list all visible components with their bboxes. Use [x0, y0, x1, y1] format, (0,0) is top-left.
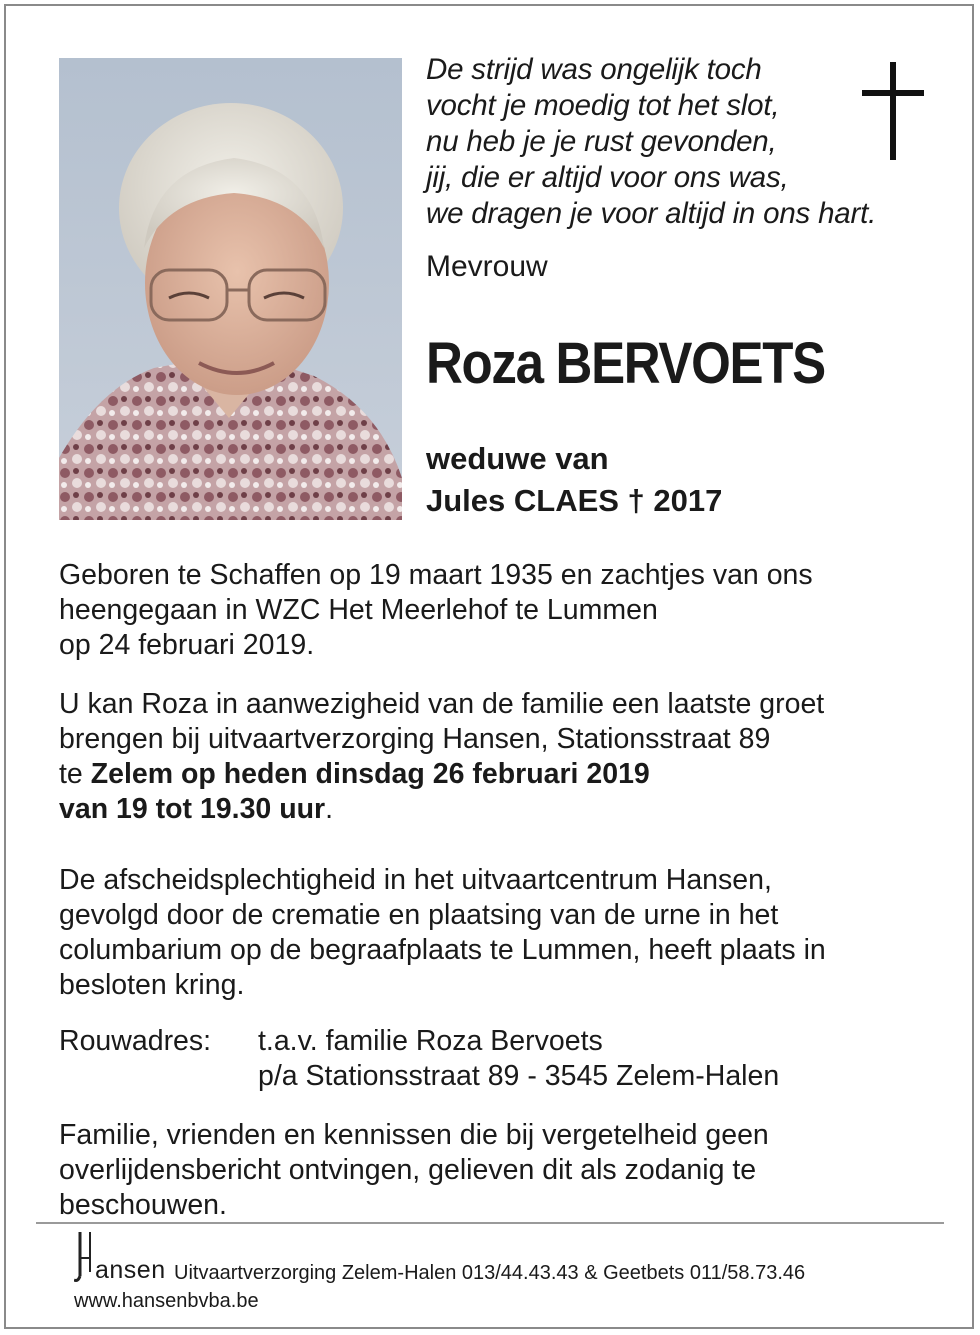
- visitation-date: Zelem op heden dinsdag 26 februari 2019: [90, 758, 650, 790]
- text-line: [59, 792, 939, 827]
- text-line: columbarium op de begraafplaats te Lummen, heeft plaats in: [59, 934, 826, 966]
- address-line: t.a.v. familie Roza Bervoets: [258, 1025, 603, 1057]
- notice-paragraph: [59, 1118, 939, 1223]
- website-link[interactable]: www.hansenbvba.be: [74, 1290, 259, 1312]
- poem-line: jij, die er altijd voor ons was,: [426, 161, 789, 194]
- birth-death-paragraph: [59, 558, 939, 663]
- address-line: p/a Stationsstraat 89 - 3545 Zelem-Halen: [258, 1060, 780, 1092]
- text-line: besloten kring.: [59, 969, 245, 1001]
- address-label: Rouwadres:: [59, 1025, 212, 1057]
- text-line: op 24 februari 2019.: [59, 629, 315, 661]
- portrait-photo: [59, 58, 402, 520]
- text-line: brengen bij uitvaartverzorging Hansen, Stationsstraat 89: [59, 723, 771, 755]
- footer-divider: [36, 1222, 944, 1224]
- visitation-time: van 19 tot 19.30 uur: [59, 793, 326, 825]
- text-line: U kan Roza in aanwezigheid van de familie een laatste groet: [59, 688, 825, 720]
- spouse-name: Jules CLAES † 2017: [426, 483, 723, 518]
- deceased-name: Roza BERVOETS: [426, 331, 825, 396]
- logo-wordmark: ansen: [95, 1256, 166, 1284]
- text-fragment: te: [59, 758, 91, 790]
- text-line: De afscheidsplechtigheid in het uitvaartcentrum Hansen,: [59, 864, 772, 896]
- cross-icon: [862, 62, 924, 160]
- text-line: Familie, vrienden en kennissen die bij vergetelheid geen: [59, 1119, 769, 1151]
- widow-of: [426, 438, 722, 522]
- text-line: beschouwen.: [59, 1189, 227, 1221]
- poem-line: De strijd was ongelijk toch: [426, 53, 762, 86]
- text-fragment: .: [325, 793, 334, 825]
- poem-line: vocht je moedig tot het slot,: [426, 89, 780, 122]
- text-line: Geboren te Schaffen op 19 maart 1935 en zachtjes van ons: [59, 559, 813, 591]
- ceremony-paragraph: [59, 863, 939, 1003]
- text-line: heengegaan in WZC Het Meerlehof te Lummen: [59, 594, 658, 626]
- poem-line: we dragen je voor altijd in ons hart.: [426, 197, 877, 230]
- visitation-paragraph: [59, 687, 939, 827]
- text-line: gevolgd door de crematie en plaatsing van de urne in het: [59, 899, 779, 931]
- funeral-home-contact: Uitvaartverzorging Zelem-Halen 013/44.43.43 & Geetbets 011/58.73.46: [174, 1262, 806, 1284]
- widow-label: weduwe van: [426, 441, 609, 476]
- text-line: [59, 757, 939, 792]
- text-line: overlijdensbericht ontvingen, gelieven dit als zodanig te: [59, 1154, 757, 1186]
- poem-line: nu heb je je rust gevonden,: [426, 125, 777, 158]
- honorific: Mevrouw: [426, 250, 548, 283]
